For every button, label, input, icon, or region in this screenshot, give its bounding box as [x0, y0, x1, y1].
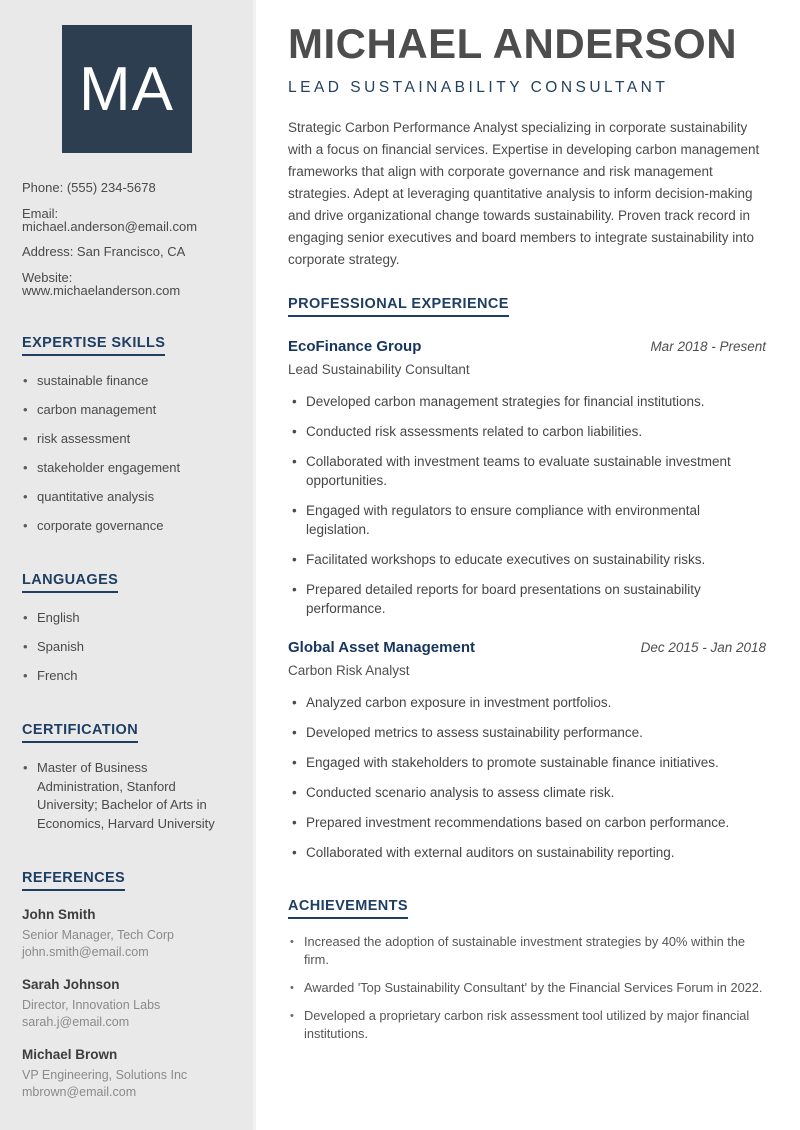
job-bullet-list [288, 392, 766, 618]
list-item: • Conducted scenario analysis to assess climate risk. [288, 783, 766, 802]
contact-website: Website: www.michaelanderson.com [22, 269, 181, 298]
certification-heading: CERTIFICATION [22, 722, 138, 743]
reference-email: mbrown@email.com [22, 1085, 137, 1099]
list-item: • Collaborated with investment teams to evaluate sustainable investment opportunities. [288, 452, 766, 490]
section-professional-experience [288, 271, 766, 862]
reference-entry [22, 1047, 231, 1102]
contact-address: Address: San Francisco, CA [22, 244, 186, 259]
monogram-initials: MA [79, 54, 174, 124]
job-entry [288, 338, 766, 618]
section-achievements [288, 873, 766, 1043]
reference-entry [22, 907, 231, 962]
list-item: • Collaborated with external auditors on sustainability reporting. [288, 843, 766, 862]
list-item: • Increased the adoption of sustainable investment strategies by 40% within the firm. [288, 933, 766, 969]
reference-role: VP Engineering, Solutions Inc [22, 1067, 188, 1082]
reference-name: John Smith [22, 906, 96, 922]
reference-email: john.smith@email.com [22, 945, 149, 959]
reference-role: Director, Innovation Labs [22, 997, 161, 1012]
list-item: • Prepared detailed reports for board presentations on sustainability performance. [288, 580, 766, 618]
section-certification [22, 696, 231, 833]
job-dates: Mar 2018 - Present [650, 339, 766, 354]
job-entry [288, 639, 766, 862]
list-item: • French [22, 667, 231, 686]
list-item: • corporate governance [22, 517, 231, 536]
contact-email: Email: michael.anderson@email.com [22, 205, 198, 234]
list-item: • Spanish [22, 638, 231, 657]
list-item: • Prepared investment recommendations based on carbon performance. [288, 813, 766, 832]
person-name: MICHAEL ANDERSON [288, 20, 738, 67]
list-item: • Developed metrics to assess sustainability performance. [288, 723, 766, 742]
references-heading: REFERENCES [22, 870, 125, 891]
list-item: • Analyzed carbon exposure in investment portfolios. [288, 693, 766, 712]
section-references [22, 844, 231, 1102]
languages-list [22, 609, 231, 686]
reference-name: Michael Brown [22, 1046, 118, 1062]
job-company: EcoFinance Group [288, 338, 422, 355]
achievements-list [288, 933, 766, 1043]
contact-phone: Phone: (555) 234-5678 [22, 180, 156, 195]
monogram-badge [62, 25, 192, 153]
expertise-skills-list [22, 372, 231, 536]
reference-name: Sarah Johnson [22, 976, 120, 992]
job-header [288, 338, 766, 355]
list-item: • Master of Business Administration, Stanford University; Bachelor of Arts in Economics, Harvard University [22, 759, 231, 833]
reference-entry [22, 977, 231, 1032]
main-content [256, 0, 800, 1130]
job-role: Carbon Risk Analyst [288, 663, 410, 678]
job-bullet-list [288, 693, 766, 862]
languages-heading: LANGUAGES [22, 572, 118, 593]
job-role: Lead Sustainability Consultant [288, 362, 470, 377]
list-item: • Developed a proprietary carbon risk assessment tool utilized by major financial institutions. [288, 1007, 766, 1043]
achievements-heading: ACHIEVEMENTS [288, 898, 408, 919]
job-dates: Dec 2015 - Jan 2018 [640, 640, 766, 655]
list-item: • sustainable finance [22, 372, 231, 391]
job-company: Global Asset Management [288, 639, 475, 656]
reference-email: sarah.j@email.com [22, 1015, 130, 1029]
certification-list [22, 759, 231, 833]
sidebar [0, 0, 256, 1130]
list-item: • Awarded 'Top Sustainability Consultant' by the Financial Services Forum in 2022. [288, 979, 766, 997]
expertise-skills-heading: EXPERTISE SKILLS [22, 335, 165, 356]
reference-role: Senior Manager, Tech Corp [22, 927, 174, 942]
job-header [288, 639, 766, 656]
professional-summary: Strategic Carbon Performance Analyst specializing in corporate sustainability with a focus on financial services. Expertise in developing carbon management frameworks that align with corporate governance and risk management strategies. Adept at leveraging quantitative analysis to inform decision-making and drive organizational change towards sustainability. Proven track record in engaging senior executives and board members to integrate sustainability into corporate strategy. [288, 120, 760, 267]
list-item: • carbon management [22, 401, 231, 420]
list-item: • Developed carbon management strategies for financial institutions. [288, 392, 766, 411]
list-item: • quantitative analysis [22, 488, 231, 507]
list-item: • stakeholder engagement [22, 459, 231, 478]
list-item: • Facilitated workshops to educate executives on sustainability risks. [288, 550, 766, 569]
list-item: • Engaged with regulators to ensure compliance with environmental legislation. [288, 501, 766, 539]
contact-info [22, 181, 231, 297]
list-item: • Conducted risk assessments related to carbon liabilities. [288, 422, 766, 441]
section-expertise-skills [22, 309, 231, 536]
professional-experience-heading: PROFESSIONAL EXPERIENCE [288, 296, 509, 317]
list-item: • English [22, 609, 231, 628]
person-job-title: LEAD SUSTAINABILITY CONSULTANT [288, 79, 669, 96]
section-languages [22, 546, 231, 686]
list-item: • Engaged with stakeholders to promote sustainable finance initiatives. [288, 753, 766, 772]
list-item: • risk assessment [22, 430, 231, 449]
